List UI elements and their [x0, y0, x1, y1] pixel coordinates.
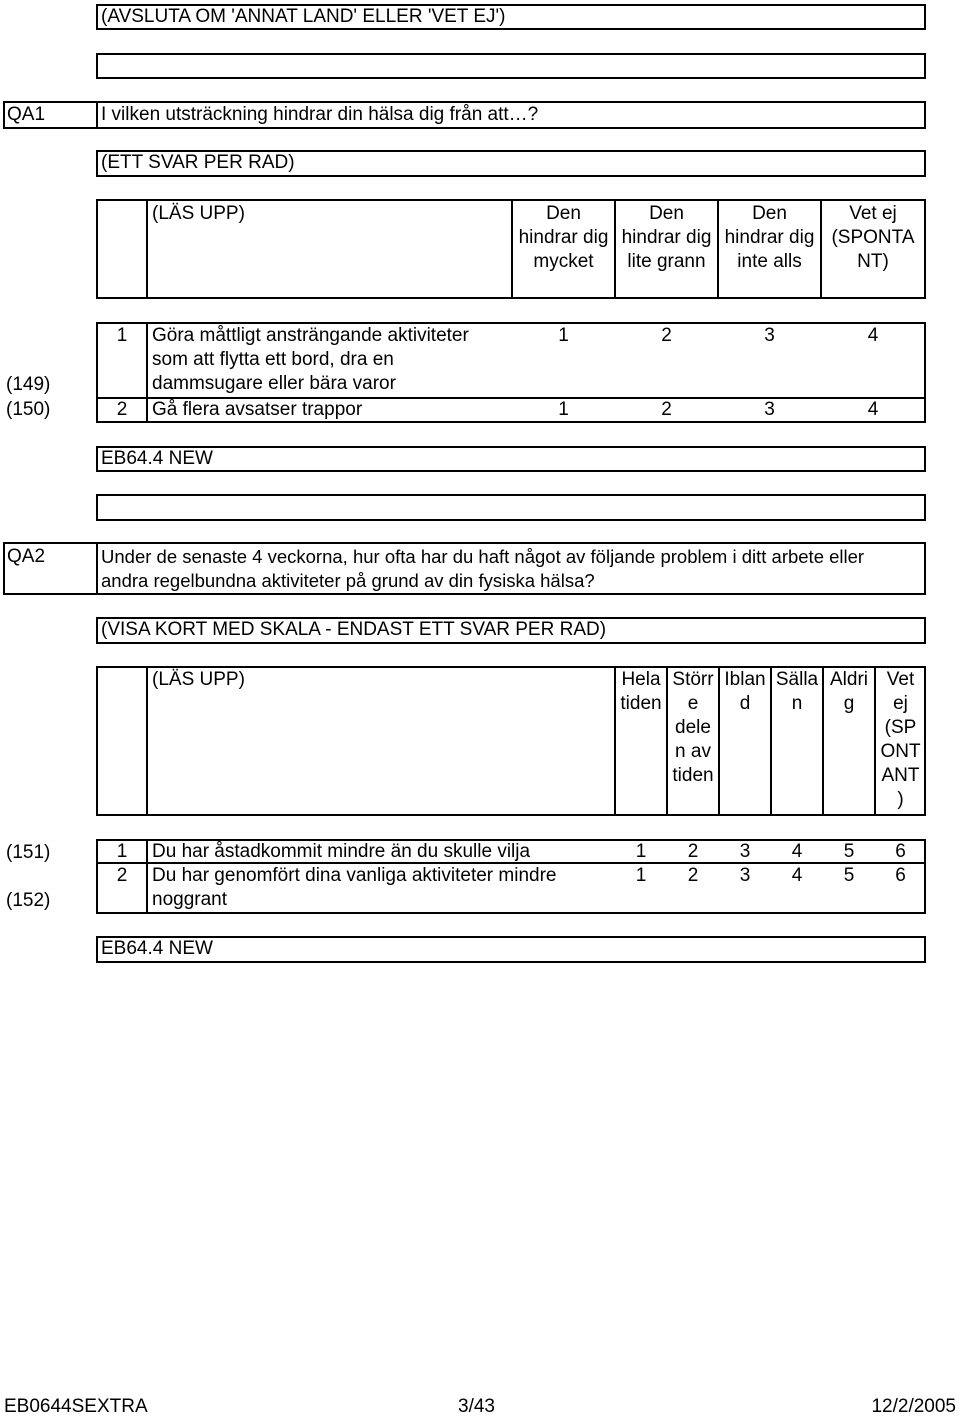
qa1-col-4-line-2: (SPONTA [831, 227, 915, 248]
qa1-row-2-ref: (150) [6, 399, 51, 420]
qa2-row-2-num: 2 [116, 865, 128, 886]
footer-doc-id: EB0644SEXTRA [4, 1396, 148, 1417]
qa1-instruction: (ETT SVAR PER RAD) [101, 152, 295, 173]
qa1-read-label: (LÄS UPP) [152, 203, 245, 224]
divider [146, 666, 148, 816]
qa1-row-1-line-3: dammsugare eller bära varor [152, 373, 396, 394]
qa2-col-1-line-2: tiden [620, 693, 662, 714]
qa1-col-4-line-1: Vet ej [849, 203, 897, 224]
qa2-row-2-line-1: Du har genomfört dina vanliga aktiviteter mindre [152, 865, 557, 886]
qa1-row-1-line-1: Göra måttligt ansträngande aktiviteter [152, 325, 469, 346]
qa1-tag-box [96, 446, 926, 472]
qa1-row-1-line-2: som att flytta ett bord, dra en [152, 349, 394, 370]
qa2-row-1-code-5[interactable]: 5 [843, 841, 855, 862]
qa2-col-2-line-1: Störr [672, 669, 714, 690]
qa2-col-6-line-4: ONT [880, 741, 921, 762]
qa1-code: QA1 [7, 104, 46, 125]
qa1-col-3-line-1: Den [752, 203, 787, 224]
qa1-row-2-code-3[interactable]: 3 [764, 399, 775, 420]
qa2-row-2-ref: (152) [6, 890, 51, 911]
qa1-col-2-line-3: lite grann [627, 251, 706, 272]
qa1-row-1-code-3[interactable]: 3 [764, 325, 775, 346]
qa1-row-1-ref: (149) [6, 374, 51, 395]
qa2-col-6-line-2: ej [893, 693, 908, 714]
qa1-tag: EB64.4 NEW [101, 448, 213, 469]
qa2-col-2-line-5: tiden [672, 765, 714, 786]
qa2-row-2-line-2: noggrant [152, 889, 228, 910]
qa1-col-3-line-2: hindrar dig [724, 227, 815, 248]
qa2-row-1-code-6[interactable]: 6 [895, 841, 906, 862]
qa2-row-2-code-5[interactable]: 5 [843, 865, 855, 886]
qa1-col-4-line-3: NT) [857, 251, 889, 272]
qa1-col-1-line-2: hindrar dig [518, 227, 609, 248]
qa1-question: I vilken utsträckning hindrar din hälsa dig från att…? [101, 104, 539, 125]
divider [146, 199, 148, 299]
qa2-col-2-line-2: e [687, 693, 699, 714]
qa2-tag-box [96, 936, 926, 963]
qa2-col-3-line-1: Iblan [724, 669, 766, 690]
divider [146, 322, 148, 423]
qa2-row-1-ref: (151) [6, 842, 51, 863]
qa2-col-5-line-2: g [843, 693, 855, 714]
qa1-row-1-num: 1 [116, 325, 128, 346]
qa2-row-1-code-4[interactable]: 4 [791, 841, 803, 862]
qa1-row-2-line-1: Gå flera avsatser trappor [152, 399, 363, 420]
divider [146, 839, 148, 914]
footer-page-number: 3/43 [458, 1396, 495, 1417]
qa1-row-1-code-4[interactable]: 4 [867, 325, 879, 346]
qa1-row-2-code-4[interactable]: 4 [867, 399, 879, 420]
qa2-row-1-num: 1 [116, 841, 128, 862]
qa1-col-1-line-3: mycket [533, 251, 594, 272]
qa2-row-2-code-2[interactable]: 2 [687, 865, 699, 886]
empty-box-1 [96, 53, 926, 79]
qa2-col-6-line-1: Vet [886, 669, 915, 690]
qa1-row-1-code-2[interactable]: 2 [661, 325, 672, 346]
qa2-question-line-1: Under de senaste 4 veckorna, hur ofta har du haft något av följande problem i ditt arbete eller [101, 546, 865, 567]
qa2-row-2-code-6[interactable]: 6 [895, 865, 906, 886]
qa2-tag: EB64.4 NEW [101, 938, 213, 959]
qa2-row-1-code-2[interactable]: 2 [687, 841, 699, 862]
qa1-col-1-line-1: Den [546, 203, 581, 224]
footer-date: 12/2/2005 [871, 1396, 956, 1417]
qa2-row-2-code-4[interactable]: 4 [791, 865, 803, 886]
qa1-row-2-code-2[interactable]: 2 [661, 399, 672, 420]
qa2-col-4-line-1: Sälla [775, 669, 819, 690]
qa1-row-1-code-1[interactable]: 1 [558, 325, 569, 346]
qa2-col-5-line-1: Aldri [829, 669, 868, 690]
top-instruction: (AVSLUTA OM 'ANNAT LAND' ELLER 'VET EJ') [101, 6, 506, 27]
qa2-row-1-code-1[interactable]: 1 [635, 841, 647, 862]
qa1-row-2-num: 2 [116, 399, 128, 420]
qa1-row-2-code-1[interactable]: 1 [558, 399, 569, 420]
qa2-col-6-line-5: ANT [881, 765, 920, 786]
qa2-col-2-line-3: dele [675, 717, 711, 738]
qa1-col-2-line-2: hindrar dig [621, 227, 712, 248]
qa1-col-3-line-3: inte alls [737, 251, 802, 272]
empty-box-2 [96, 494, 926, 521]
qa2-col-6-line-3: (SP [884, 717, 917, 738]
qa2-code: QA2 [7, 546, 46, 567]
qa2-row-1-line-1: Du har åstadkommit mindre än du skulle vilja [152, 841, 531, 862]
qa2-col-4-line-2: n [791, 693, 803, 714]
qa1-col-2-line-1: Den [649, 203, 684, 224]
qa2-read-label: (LÄS UPP) [152, 669, 245, 690]
qa2-row-1-code-3[interactable]: 3 [739, 841, 751, 862]
qa2-col-6-line-6: ) [897, 789, 904, 810]
qa2-col-1-line-1: Hela [621, 669, 661, 690]
qa2-row-2-code-1[interactable]: 1 [635, 865, 647, 886]
qa2-instruction: (VISA KORT MED SKALA - ENDAST ETT SVAR PER RAD) [101, 619, 607, 640]
qa2-col-3-line-2: d [739, 693, 751, 714]
qa2-row-2-code-3[interactable]: 3 [739, 865, 751, 886]
qa2-question-line-2: andra regelbundna aktiviteter på grund av din fysiska hälsa? [101, 570, 595, 591]
qa2-col-2-line-4: n av [675, 741, 711, 762]
